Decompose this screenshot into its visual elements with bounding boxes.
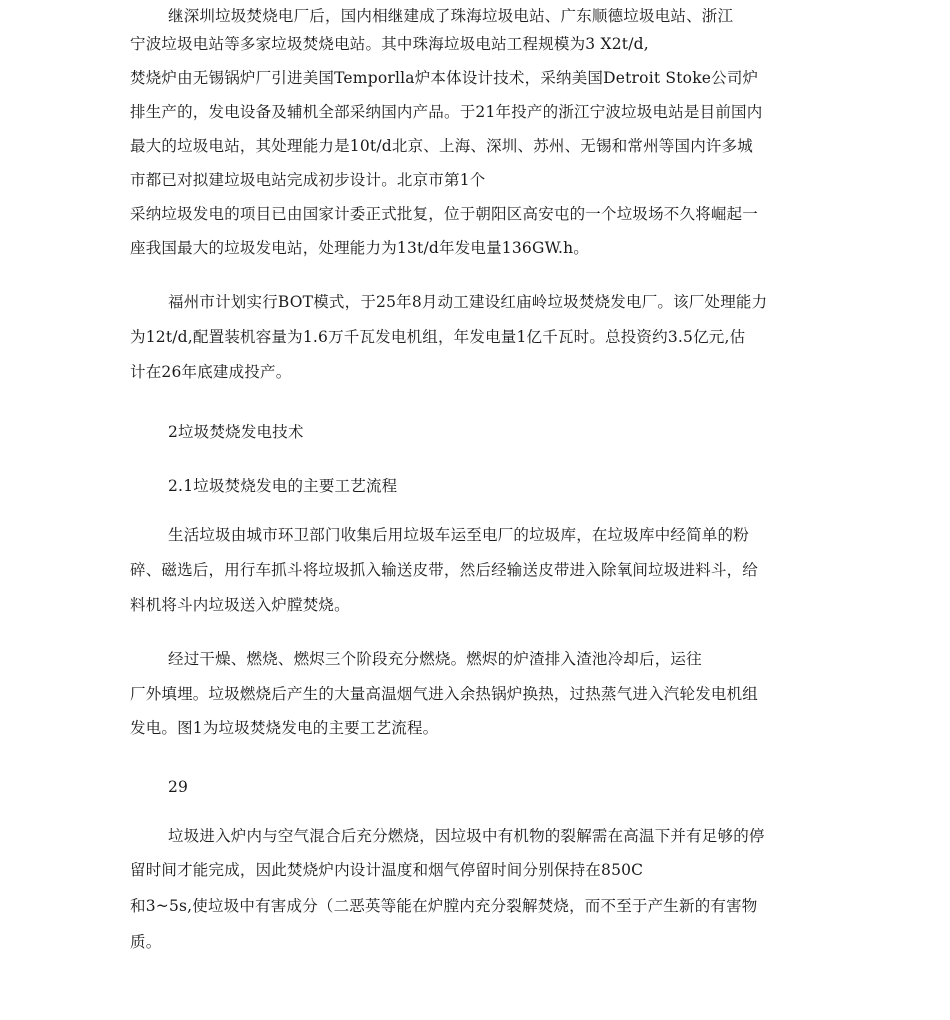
text-line: 宁波垃圾电站等多家垃圾焚烧电站。其中珠海垃圾电站工程规模为3 X2t/d, bbox=[130, 35, 649, 53]
text-line: 焚烧炉由无锡锅炉厂引进美国Temporlla炉本体设计技术，采纳美国Detroit Stoke公司炉 bbox=[130, 69, 759, 87]
subsection-heading: 2.1垃圾焚烧发电的主要工艺流程 bbox=[168, 477, 398, 495]
text-line: 最大的垃圾电站，其处理能力是10t/d北京、上海、深圳、苏州、无锡和常州等国内许多城 bbox=[130, 137, 753, 155]
text-line: 为12t/d,配置装机容量为1.6万千瓦发电机组，年发电量1亿千瓦时。总投资约3.5亿元,估 bbox=[130, 328, 746, 346]
text-line: 厂外填埋。垃圾燃烧后产生的大量高温烟气进入余热锅炉换热，过热蒸气进入汽轮发电机组 bbox=[130, 685, 759, 703]
text-line: 质。 bbox=[130, 933, 162, 951]
text-line: 排生产的，发电设备及辅机全部采纳国内产品。于21年投产的浙江宁波垃圾电站是目前国内 bbox=[130, 103, 763, 121]
page-number: 29 bbox=[168, 778, 189, 796]
text-line: 留时间才能完成，因此焚烧炉内设计温度和烟气停留时间分别保持在850C bbox=[130, 861, 644, 879]
text-line: 垃圾进入炉内与空气混合后充分燃烧，因垃圾中有机物的裂解需在高温下并有足够的停 bbox=[168, 827, 765, 845]
text-line: 市都已对拟建垃圾电站完成初步设计。北京市第1个 bbox=[130, 171, 486, 189]
section-heading: 2垃圾焚烧发电技术 bbox=[168, 423, 304, 441]
text-line: 生活垃圾由城市环卫部门收集后用垃圾车运至电厂的垃圾库，在垃圾库中经简单的粉 bbox=[168, 526, 749, 544]
text-line: 座我国最大的垃圾发电站，处理能力为13t/d年发电量136GW.h。 bbox=[130, 239, 589, 257]
text-line: 和3~5s,使垃圾中有害成分（二恶英等能在炉膛内充分裂解焚烧，而不至于产生新的有害物 bbox=[130, 897, 758, 915]
text-line: 计在26年底建成投产。 bbox=[130, 363, 292, 381]
text-line: 碎、磁选后，用行车抓斗将垃圾抓入输送皮带，然后经输送皮带进入除氧间垃圾进料斗，给 bbox=[130, 561, 759, 579]
text-line: 福州市计划实行BOT模式，于25年8月动工建设红庙岭垃圾焚烧发电厂。该厂处理能力 bbox=[168, 293, 768, 311]
text-line: 发电。图1为垃圾焚烧发电的主要工艺流程。 bbox=[130, 719, 439, 737]
text-line: 继深圳垃圾焚烧电厂后，国内相继建成了珠海垃圾电站、广东顺德垃圾电站、浙江 bbox=[168, 7, 734, 25]
text-line: 料机将斗内垃圾送入炉膛焚烧。 bbox=[130, 596, 350, 614]
text-line: 经过干燥、燃烧、燃烬三个阶段充分燃烧。燃烬的炉渣排入渣池冷却后，运往 bbox=[168, 650, 702, 668]
text-line: 采纳垃圾发电的项目已由国家计委正式批复，位于朝阳区高安屯的一个垃圾场不久将崛起一 bbox=[130, 205, 759, 223]
